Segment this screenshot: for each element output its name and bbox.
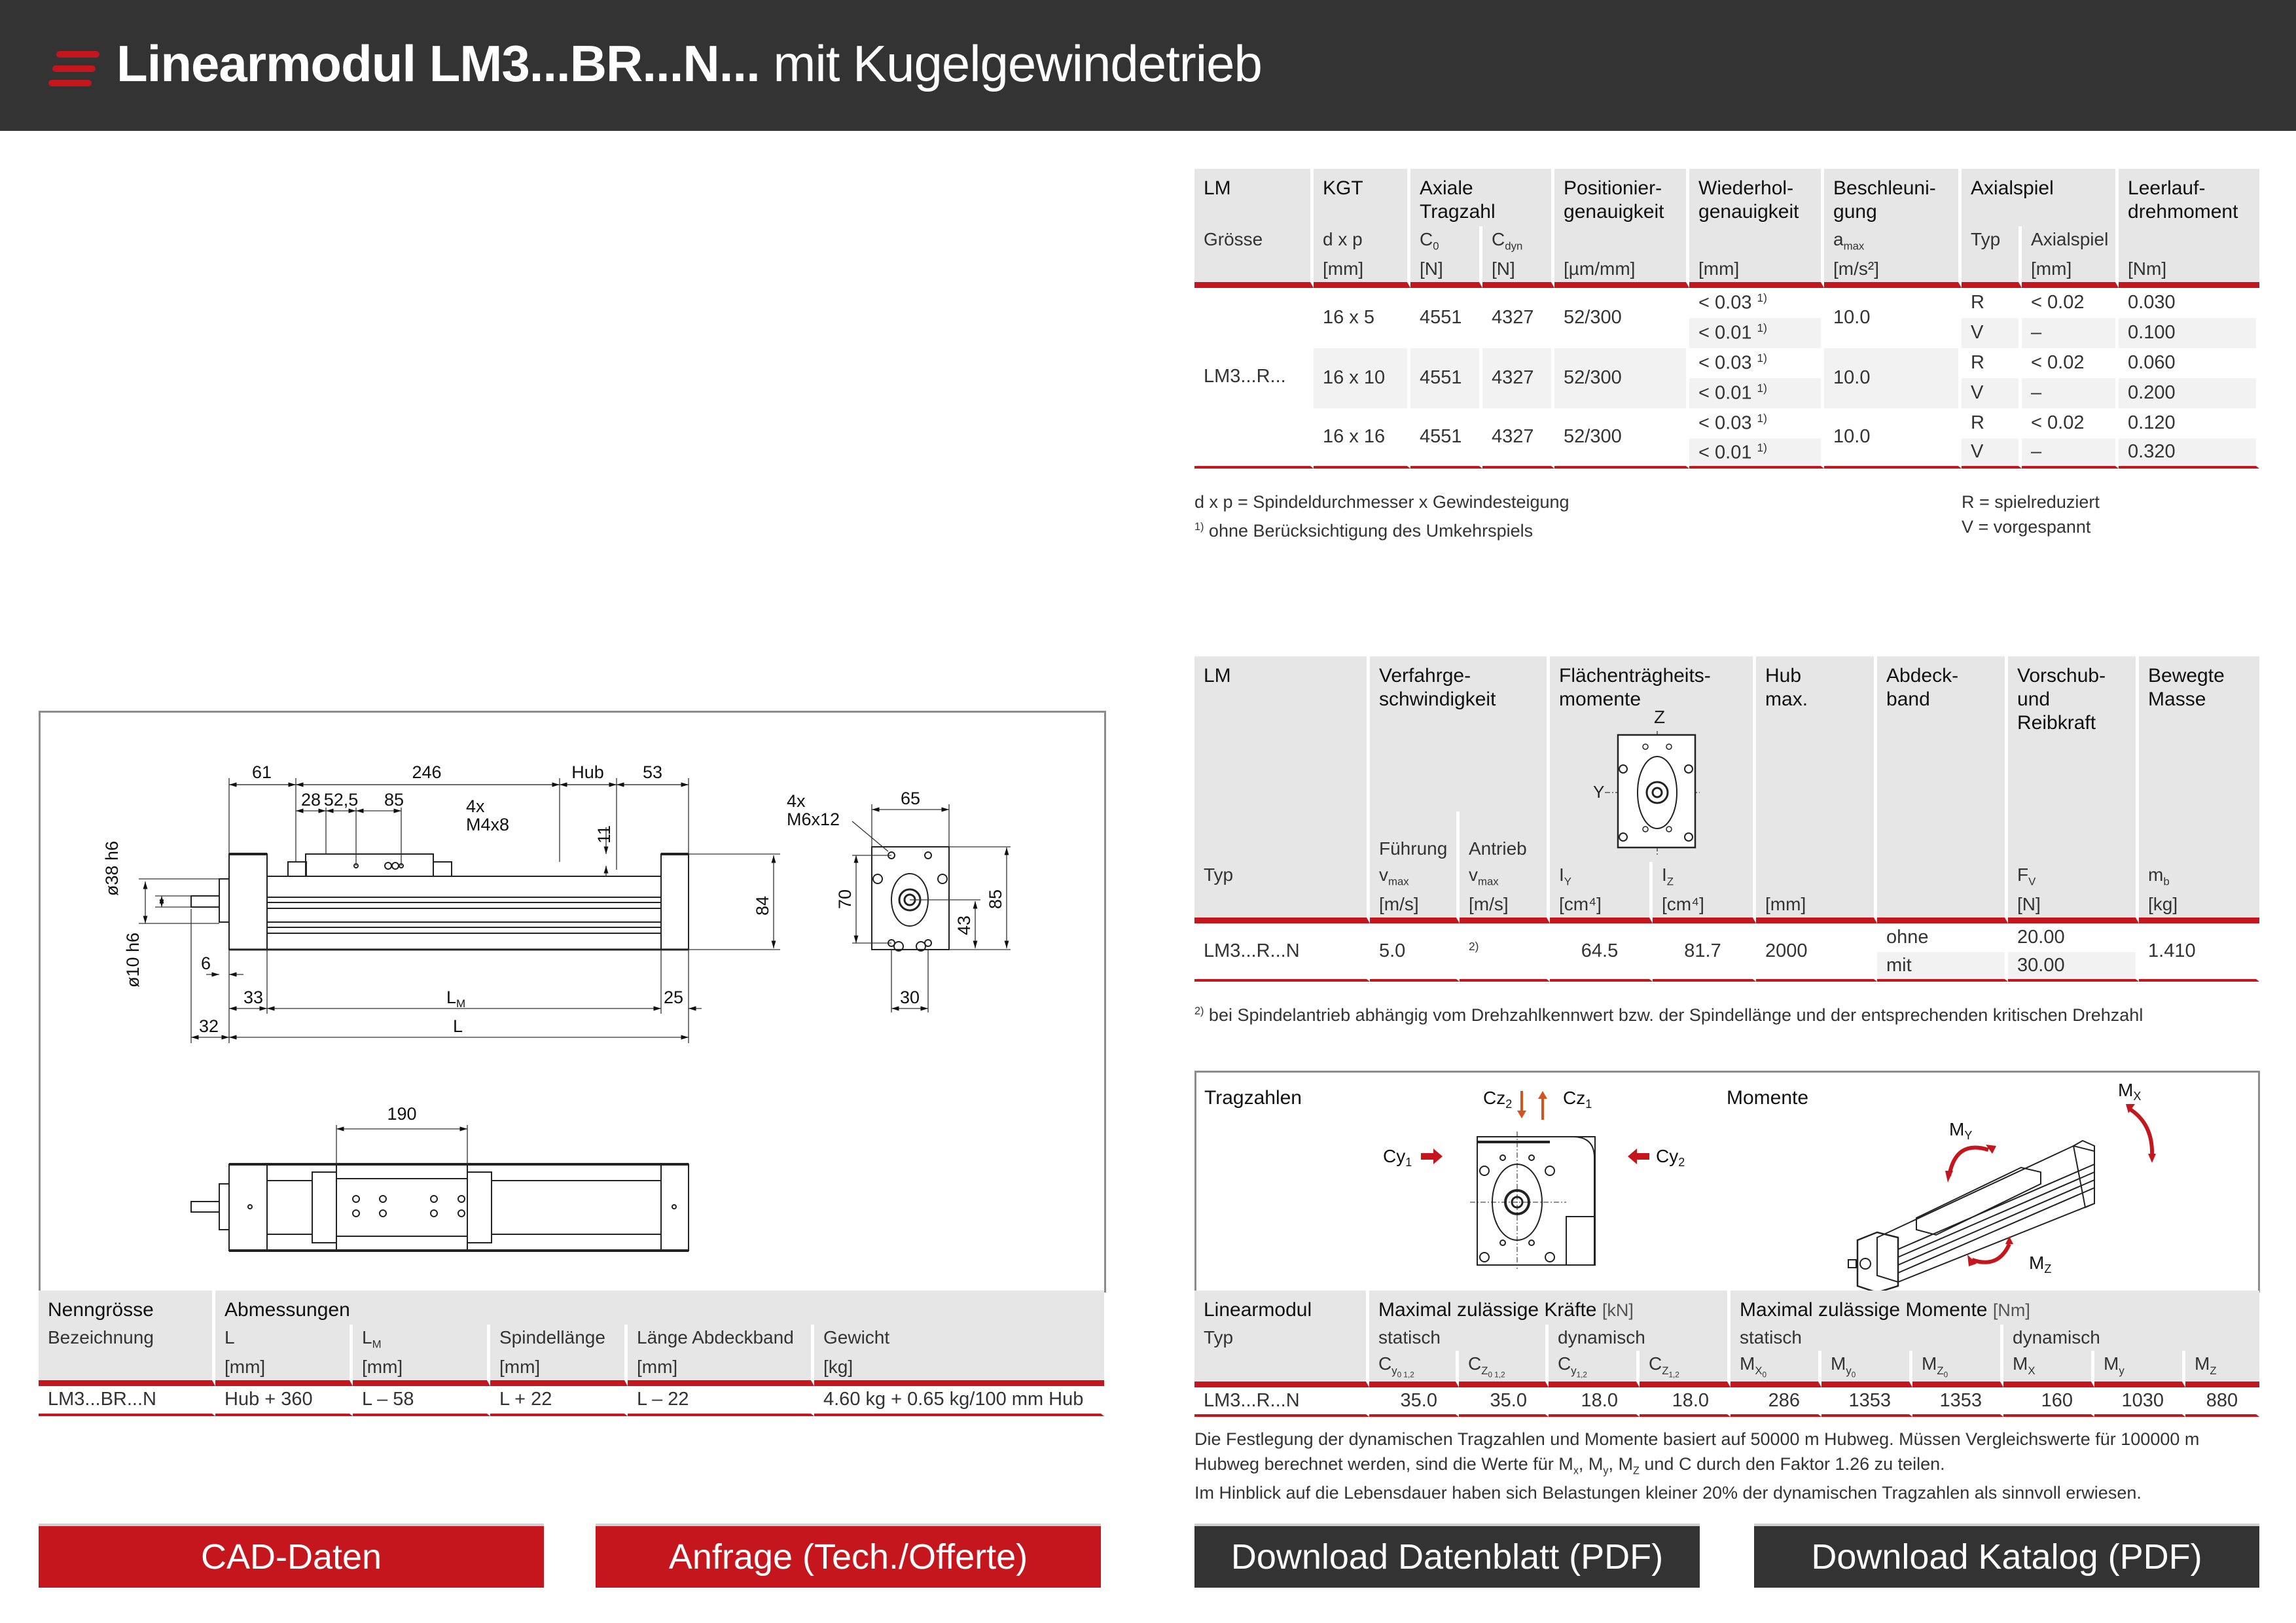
cell-pos: 52/300 (1554, 348, 1689, 408)
cell-typ-r: R (1962, 348, 2022, 378)
cell-v-fuehrung: 5.0 (1370, 923, 1460, 982)
th-linearmodul: Linearmodul (1194, 1291, 1369, 1325)
th-cdyn: $C_{dyn}$ (1482, 226, 1554, 256)
cell-typ-r: R (1962, 288, 2022, 318)
thread-top-spec: M4x8 (466, 815, 510, 834)
cell-load-value: 880 (2185, 1387, 2259, 1417)
th-flaechentraegheitsmomente: Flächenträgheits- momente Z Y (1550, 656, 1756, 862)
unit-c0: [N] (1410, 256, 1482, 288)
cell-typ-r: R (1962, 408, 2022, 438)
mx-arrow-icon (2129, 1109, 2152, 1156)
cell-hub: 2000 (1756, 923, 1877, 982)
cell-l: Hub + 360 (215, 1386, 353, 1416)
mz-arrow-icon (1972, 1244, 2009, 1262)
dim-d10: ø10 h6 (123, 932, 143, 988)
unit-leer: [Nm] (2119, 256, 2259, 288)
th-beschleunigung: Beschleuni- gung (1824, 169, 1962, 226)
dim-84: 84 (753, 895, 772, 916)
note-footnote-1: $^{1)}$ ohne Berücksichtigung des Umkehrspiels (1194, 521, 1534, 541)
cell-iy: 64.5 (1550, 923, 1653, 982)
axis-y-label: Y (1593, 782, 1605, 802)
cell-spiel-v: – (2022, 438, 2119, 469)
dim-70: 70 (835, 889, 855, 909)
spec-table (1194, 169, 2259, 469)
th-gewicht: Gewicht (814, 1325, 1104, 1354)
cell-leer-r: 0.120 (2119, 408, 2259, 438)
th-momente-statisch: statisch (1731, 1325, 2003, 1351)
th-fuehrung: Führung (1370, 812, 1460, 862)
th-leerlaufdrehmoment: Leerlauf- drehmoment (2119, 169, 2259, 226)
cell-v-antrieb: 2) (1460, 923, 1550, 982)
th-groesse: Grösse (1194, 226, 1314, 256)
th-axiale-tragzahl: Axiale Tragzahl (1410, 169, 1554, 226)
dim-6: 6 (201, 954, 211, 973)
th-load-symbol: $M_Z$ (2185, 1351, 2259, 1387)
cell-load-value: 18.0 (1640, 1387, 1731, 1417)
top-view (191, 1164, 689, 1251)
cell-cdyn: 4327 (1482, 408, 1554, 469)
cell-abdeck-ohne: ohne (1877, 923, 2008, 952)
cell-typ-v: V (1962, 378, 2022, 408)
th-antrieb: Antrieb (1460, 812, 1550, 862)
cell-beschl: 10.0 (1824, 348, 1962, 408)
logo-icon (48, 51, 101, 90)
load-note-2: Im Hinblick auf die Lebensdauer haben sich Belastungen kleiner 20% der dynamischen Tragzahlen als sinnvoll erwiesen. (1194, 1483, 2142, 1503)
tragzahlen-label: Tragzahlen (1204, 1087, 1302, 1109)
th-lm: $L_M$ (353, 1325, 490, 1354)
dim-11: 11 (594, 825, 614, 844)
th-l: L (215, 1325, 353, 1354)
cell-c0: 4551 (1410, 288, 1482, 348)
th-bewegte-masse: Bewegte Masse (2139, 656, 2259, 812)
technical-drawing-box (39, 711, 1106, 1293)
dim-hub: Hub (571, 762, 604, 782)
dim-52-5: 52,5 (323, 790, 359, 810)
dim-33: 33 (243, 988, 264, 1007)
unit-abdeck: [mm] (628, 1354, 814, 1386)
mx-label: $M_X$ (2118, 1080, 2142, 1103)
dim-d38: ø38 h6 (102, 840, 122, 896)
th-momente-dynamisch: dynamisch (2003, 1325, 2259, 1351)
cy1-label: $Cy_1$ (1383, 1146, 1412, 1169)
th-typ: Typ (1194, 1325, 1369, 1351)
cell-leer-v: 0.100 (2119, 318, 2259, 348)
th-abdeckband: Abdeck- band (1877, 656, 2008, 812)
th-fv: $F_V$ (2008, 862, 2139, 891)
cell-leer-r: 0.060 (2119, 348, 2259, 378)
header-bar (0, 0, 2296, 131)
unit-dxp: [mm] (1314, 256, 1410, 288)
th-amax: $a_{max}$ (1824, 226, 1962, 256)
cell-fv-ohne: 20.00 (2008, 923, 2139, 952)
cell-cdyn: 4327 (1482, 348, 1554, 408)
page-title (117, 34, 1262, 94)
note-footnote-2: $^{2)}$ bei Spindelantrieb abhängig vom Drehzahlkennwert bzw. der Spindellänge und der entsprechenden kritischen Drehzahl (1194, 1005, 2144, 1025)
mz-label: $M_Z$ (2029, 1253, 2052, 1275)
unit-axialspiel: [mm] (2022, 256, 2119, 288)
th-iy: $I_Y$ (1550, 862, 1653, 891)
thread-side-spec: M6x12 (787, 810, 840, 829)
load-figure-box (1194, 1071, 2260, 1293)
th-vmax-antrieb: $v_{max}$ (1460, 862, 1550, 891)
isometric-module-drawing (1848, 1141, 2094, 1293)
th-load-symbol: $C_{y_{1,2}}$ (1549, 1351, 1640, 1387)
cell-load-value: 1030 (2094, 1387, 2185, 1417)
cell-lm: LM3...R... (1194, 288, 1314, 469)
note-r: R = spielreduziert (1962, 492, 2100, 512)
unit-amax: [m/s²] (1824, 256, 1962, 288)
dim-65: 65 (900, 789, 921, 808)
unit-cdyn: [N] (1482, 256, 1554, 288)
arrow-down-icon (1517, 1091, 1526, 1118)
cell-spiel-v: – (2022, 378, 2119, 408)
unit-mb: [kg] (2139, 891, 2259, 923)
dim-lm: $L_M$ (446, 988, 466, 1010)
cell-kgt: 16 x 5 (1314, 288, 1410, 348)
th-c0: $C_0$ (1410, 226, 1482, 256)
cell-load-value: 35.0 (1459, 1387, 1549, 1417)
perf-table (1194, 656, 2259, 982)
th-positioniergenauigkeit: Positionier- genauigkeit (1554, 169, 1689, 226)
dim-53: 53 (642, 762, 663, 782)
dim-32: 32 (199, 1016, 219, 1036)
cz1-label: $Cz_1$ (1563, 1088, 1592, 1111)
cell-load-value: 35.0 (1369, 1387, 1459, 1417)
th-kgt: KGT (1314, 169, 1410, 226)
spec-row (1194, 408, 2259, 438)
cell-wied-r: < 0.03 $^{1)}$ (1689, 348, 1824, 378)
arrow-left-icon (1628, 1149, 1649, 1164)
cell-wied-v: < 0.01 $^{1)}$ (1689, 438, 1824, 469)
th-mb: $m_b$ (2139, 862, 2259, 891)
th-vmax-fuehrung: $v_{max}$ (1370, 862, 1460, 891)
note-v: V = vorgespannt (1962, 517, 2091, 537)
dim-85: 85 (384, 790, 404, 810)
th-lm: LM (1194, 656, 1370, 812)
technical-drawing (41, 713, 1104, 1293)
cell-pos: 52/300 (1554, 288, 1689, 348)
cross-section-diagram (1559, 709, 1736, 859)
cad-data-button[interactable]: CAD-Daten (39, 1524, 544, 1588)
cell-pos: 52/300 (1554, 408, 1689, 469)
th-vorschub-reibkraft: Vorschub- und Reibkraft (2008, 656, 2139, 812)
cell-spindel: L + 22 (490, 1386, 628, 1416)
cell-leer-r: 0.030 (2119, 288, 2259, 318)
thread-top-count: 4x (466, 796, 485, 816)
dim-25: 25 (664, 988, 684, 1007)
unit-fv: [N] (2008, 891, 2139, 923)
arrow-right-icon (1421, 1149, 1443, 1164)
cell-load-value: 18.0 (1549, 1387, 1640, 1417)
front-view-drawing (1470, 1132, 1595, 1269)
th-lm: LM (1194, 169, 1314, 226)
dim-61: 61 (251, 762, 272, 782)
cell-mb: 1.410 (2139, 923, 2259, 982)
th-load-symbol: $M_{Z_0}$ (1912, 1351, 2003, 1387)
dim-l: L (453, 1016, 463, 1036)
cell-kgt: 16 x 10 (1314, 348, 1410, 408)
th-abdeckband: Länge Abdeckband (628, 1325, 814, 1354)
cell-c0: 4551 (1410, 348, 1482, 408)
th-load-symbol: $M_X$ (2003, 1351, 2094, 1387)
inquiry-button[interactable]: Anfrage (Tech./Offerte) (596, 1524, 1101, 1588)
arrow-up-icon (1538, 1091, 1547, 1120)
cell-load-value: 286 (1731, 1387, 1821, 1417)
th-load-symbol: $M_{y_0}$ (1821, 1351, 1912, 1387)
spec-row (1194, 288, 2259, 318)
unit-wied: [mm] (1689, 256, 1824, 288)
note-dxp: d x p = Spindeldurchmesser x Gewindesteigung (1194, 492, 1570, 512)
cell-load-value: 1353 (1821, 1387, 1912, 1417)
cell-kgt: 16 x 16 (1314, 408, 1410, 469)
load-table (1194, 1291, 2259, 1417)
th-load-symbol: $M_y$ (2094, 1351, 2185, 1387)
cell-lm: L – 58 (353, 1386, 490, 1416)
cell-spiel-r: < 0.02 (2022, 348, 2119, 378)
cell-spiel-r: < 0.02 (2022, 408, 2119, 438)
th-load-symbol: $M_{X_0}$ (1731, 1351, 1821, 1387)
axis-z-label: Z (1654, 709, 1666, 727)
th-kraefte-dynamisch: dynamisch (1549, 1325, 1731, 1351)
th-axialspiel: Axialspiel (1962, 169, 2119, 226)
th-hub-max: Hub max. (1756, 656, 1877, 812)
cell-fv-mit: 30.00 (2008, 952, 2139, 982)
spec-row (1194, 348, 2259, 378)
th-spindellaenge: Spindellänge (490, 1325, 628, 1354)
dim-190: 190 (387, 1104, 417, 1124)
title-bold: Linearmodul LM3...BR...N... (117, 35, 760, 92)
cell-wied-r: < 0.03 $^{1)}$ (1689, 288, 1824, 318)
cell-spiel-r: < 0.02 (2022, 288, 2119, 318)
thread-side-count: 4x (787, 791, 806, 811)
cell-bezeichnung: LM3...BR...N (39, 1386, 215, 1416)
cell-wied-v: < 0.01 $^{1)}$ (1689, 378, 1824, 408)
load-figure (1196, 1073, 2258, 1293)
cell-typ: LM3...R...N (1194, 1387, 1369, 1417)
unit-v-antrieb: [m/s] (1460, 891, 1550, 923)
cell-leer-v: 0.320 (2119, 438, 2259, 469)
th-load-symbol: $C_{Z_{1,2}}$ (1640, 1351, 1731, 1387)
cell-beschl: 10.0 (1824, 408, 1962, 469)
th-dxp: d x p (1314, 226, 1410, 256)
cell-iz: 81.7 (1653, 923, 1756, 982)
spec-table-body (1194, 288, 2259, 469)
th-kraefte-statisch: statisch (1369, 1325, 1549, 1351)
th-bezeichnung: Bezeichnung (39, 1325, 215, 1354)
dim-246: 246 (412, 762, 442, 782)
th-axialspiel-sub: Axialspiel (2022, 226, 2119, 256)
my-label: $M_Y$ (1949, 1119, 1973, 1142)
th-load-symbol: $C_{y_{0 1,2}}$ (1369, 1351, 1459, 1387)
cell-load-value: 160 (2003, 1387, 2094, 1417)
my-arrow-icon (1949, 1147, 1988, 1176)
cell-typ: LM3...R...N (1194, 923, 1370, 982)
dim-85-side: 85 (986, 889, 1005, 909)
dim-28: 28 (300, 790, 321, 810)
unit-hub: [mm] (1756, 891, 1877, 923)
th-typ: Typ (1962, 226, 2022, 256)
cell-cdyn: 4327 (1482, 288, 1554, 348)
th-typ: Typ (1194, 862, 1370, 891)
cell-typ-v: V (1962, 318, 2022, 348)
end-view (872, 847, 949, 951)
th-load-symbol: $C_{Z_{0 1,2}}$ (1459, 1351, 1549, 1387)
cell-gewicht: 4.60 kg + 0.65 kg/100 mm Hub (814, 1386, 1104, 1416)
unit-lm: [mm] (353, 1354, 490, 1386)
th-iz: $I_Z$ (1653, 862, 1756, 891)
unit-pos: [µm/mm] (1554, 256, 1689, 288)
load-note-1: Die Festlegung der dynamischen Tragzahlen und Momente basiert auf 50000 m Hubweg. Müssen Vergleichswerte für 100000 m Hubweg berechnet werden, sind die Werte für $M_x$, $M_y$, $M_Z$ und C durch den Faktor 1.26 zu teilen. (1194, 1429, 2200, 1477)
title-light: mit Kugelgewindetrieb (773, 35, 1262, 92)
dimension-table (39, 1291, 1104, 1416)
cell-spiel-v: – (2022, 318, 2119, 348)
download-catalog-button[interactable]: Download Katalog (PDF) (1754, 1524, 2259, 1588)
th-verfahrgeschwindigkeit: Verfahrge- schwindigkeit (1370, 656, 1550, 812)
th-kraefte: Maximal zulässige Kräfte [kN] (1369, 1291, 1731, 1325)
th-abmessungen: Abmessungen (215, 1291, 1104, 1325)
cell-abdeck: L – 22 (628, 1386, 814, 1416)
unit-iy: [cm⁴] (1550, 891, 1653, 923)
cell-leer-v: 0.200 (2119, 378, 2259, 408)
unit-gewicht: [kg] (814, 1354, 1104, 1386)
th-nenngroesse: Nenngrösse (39, 1291, 215, 1325)
dim-43: 43 (954, 915, 974, 935)
cell-wied-v: < 0.01 $^{1)}$ (1689, 318, 1824, 348)
cell-load-value: 1353 (1912, 1387, 2003, 1417)
th-momente: Maximal zulässige Momente [Nm] (1731, 1291, 2259, 1325)
cy2-label: $Cy_2$ (1656, 1146, 1685, 1169)
momente-label: Momente (1727, 1087, 1809, 1109)
unit-spindel: [mm] (490, 1354, 628, 1386)
cell-wied-r: < 0.03 $^{1)}$ (1689, 408, 1824, 438)
cell-typ-v: V (1962, 438, 2022, 469)
unit-l: [mm] (215, 1354, 353, 1386)
unit-v-fuehrung: [m/s] (1370, 891, 1460, 923)
cell-c0: 4551 (1410, 408, 1482, 469)
cz2-label: $Cz_2$ (1483, 1088, 1513, 1111)
side-view (191, 854, 689, 950)
th-wiederholgenauigkeit: Wiederhol- genauigkeit (1689, 169, 1824, 226)
dim-30: 30 (899, 988, 920, 1007)
cell-abdeck-mit: mit (1877, 952, 2008, 982)
download-datasheet-button[interactable]: Download Datenblatt (PDF) (1194, 1524, 1700, 1588)
unit-iz: [cm⁴] (1653, 891, 1756, 923)
cell-beschl: 10.0 (1824, 288, 1962, 348)
